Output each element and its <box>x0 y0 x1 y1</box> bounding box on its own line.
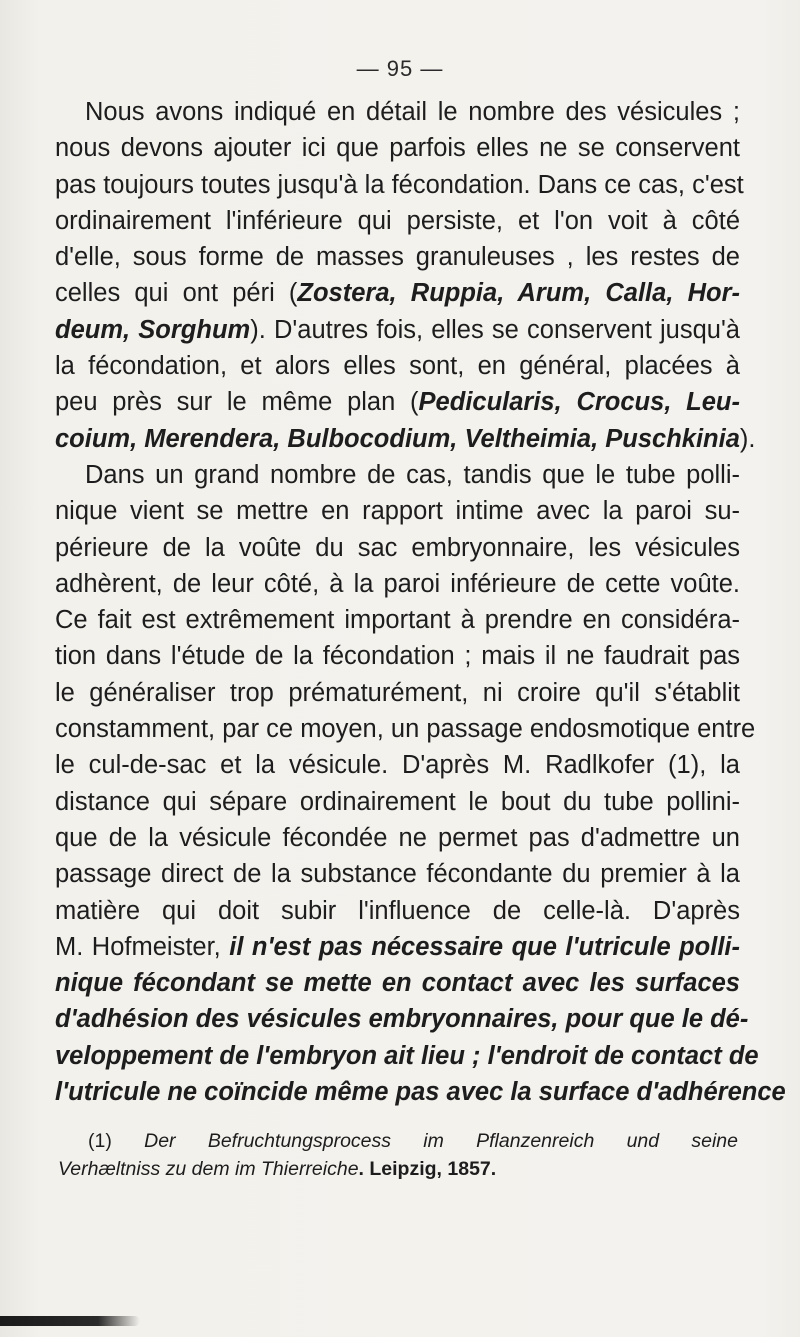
text-line: ordinairement l'inférieure qui persiste, et l'on voit à côté <box>55 206 740 235</box>
text-line: matière qui doit subir l'influence de celle-là. D'après <box>55 896 740 925</box>
footnote <box>58 1127 738 1183</box>
text-line: tion dans l'étude de la fécondation ; mais il ne faudrait pas <box>55 642 740 671</box>
text-line: passage direct de la substance fécondante du premier à la <box>55 860 740 889</box>
text-line: nique fécondant se mette en contact avec les surfaces <box>55 969 740 998</box>
text-line: peu près sur le même plan (Pedicularis, Crocus, Leu- <box>55 388 740 417</box>
text-line: constamment, par ce moyen, un passage endosmotique entre <box>55 715 756 744</box>
text-line: nous devons ajouter ici que parfois elles ne se conservent <box>55 134 740 163</box>
text-line: adhèrent, de leur côté, à la paroi inférieure de cette voûte. <box>55 569 740 598</box>
page-number: — 95 — <box>356 56 444 81</box>
text-line: la fécondation, et alors elles sont, en général, placées à <box>55 352 740 381</box>
ink-smudge <box>0 1316 140 1326</box>
text-line: le cul-de-sac et la vésicule. D'après M. Radlkofer (1), la <box>55 751 740 780</box>
text-line: distance qui sépare ordinairement le bout du tube pollini- <box>55 787 740 816</box>
text-line: deum, Sorghum). D'autres fois, elles se conservent jusqu'à <box>55 315 740 344</box>
text-line: pas toujours toutes jusqu'à la fécondation. Dans ce cas, c'est <box>55 170 744 199</box>
text-line: périeure de la voûte du sac embryonnaire, les vésicules <box>55 533 740 562</box>
text-line: d'elle, sous forme de masses granuleuses , les restes de <box>55 243 740 272</box>
text-line: celles qui ont péri (Zostera, Ruppia, Arum, Calla, Hor- <box>55 279 740 308</box>
text-line: d'adhésion des vésicules embryonnaires, pour que le dé- <box>55 1005 749 1034</box>
text-line: Dans un grand nombre de cas, tandis que le tube polli- <box>85 460 740 489</box>
text-line: coium, Merendera, Bulbocodium, Veltheimia, Puschkinia). <box>55 424 756 453</box>
footnote-line: (1) Der Befruchtungsprocess im Pflanzenreich und seine <box>88 1130 738 1152</box>
text-line: l'utricule ne coïncide même pas avec la surface d'adhérence <box>55 1078 786 1107</box>
body-text <box>55 94 786 1110</box>
text-line: nique vient se mettre en rapport intime avec la paroi su- <box>55 497 740 526</box>
text-line: que de la vésicule fécondée ne permet pas d'admettre un <box>55 823 740 852</box>
footnote-line: Verhæltniss zu dem im Thierreiche. Leipzig, 1857. <box>58 1158 497 1180</box>
text-line: Ce fait est extrêmement important à prendre en considéra- <box>55 606 740 635</box>
text-line: Nous avons indiqué en détail le nombre des vésicules ; <box>85 98 740 126</box>
text-line: M. Hofmeister, il n'est pas nécessaire que l'utricule polli- <box>55 932 740 961</box>
text-line: le généraliser trop prématurément, ni croire qu'il s'établit <box>55 678 740 707</box>
text-line: veloppement de l'embryon ait lieu ; l'endroit de contact de <box>55 1041 759 1070</box>
